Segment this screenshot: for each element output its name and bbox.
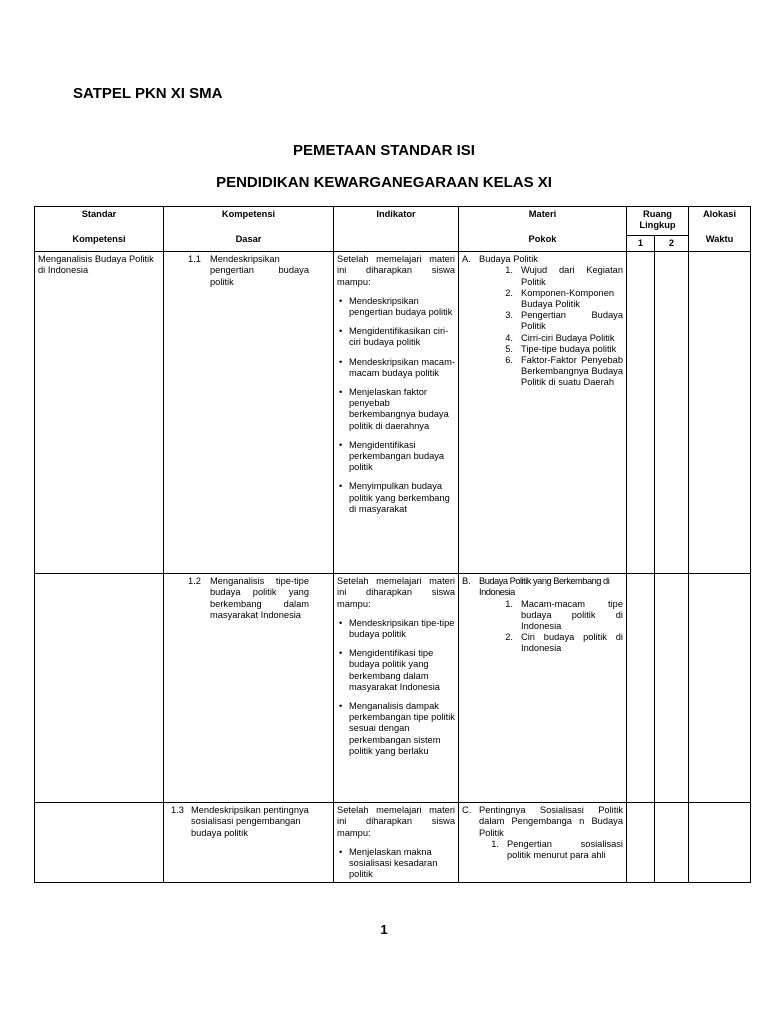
- header-ruang-2: 2: [655, 236, 689, 252]
- list-item: • Menjelaskan makna sosialisasi kesadaran politik: [337, 847, 455, 881]
- list-item: 5. Tipe-tipe budaya politik: [505, 343, 617, 354]
- indikator-cell: Setelah memelajari materi ini diharapkan siswa mampu: • Menjelaskan makna sosialisasi kesadaran politik: [334, 803, 459, 883]
- standar-cell: [35, 574, 164, 803]
- list-item: • Mengidentifikasikan ciri-ciri budaya politik: [337, 326, 455, 348]
- list-item: 1. Wujud dari Kegiatan Politik: [505, 265, 623, 287]
- ruang-1-cell: [627, 803, 655, 883]
- standar-cell: [35, 803, 164, 883]
- list-item: 1. Pengertian sosialisasi politik menurut para ahli: [491, 838, 623, 861]
- ruang-1-cell: [627, 574, 655, 803]
- header-alokasi: Alokasi Waktu: [689, 207, 751, 252]
- content-table: [34, 206, 751, 883]
- list-item: • Menyimpulkan budaya politik yang berkembang di masyarakat: [337, 481, 455, 515]
- list-item: • Mendeskripsikan tipe-tipe budaya politik: [337, 618, 455, 640]
- list-item: • Mengidentifikasi tipe budaya politik yang berkembang dalam masyarakat Indonesia: [337, 648, 455, 693]
- alokasi-cell: [689, 252, 751, 574]
- kd-cell: 1.1 Mendeskripsikan pengertian budaya politik: [164, 252, 334, 574]
- sub-heading: PENDIDIKAN KEWARGANEGARAAN KELAS XI: [216, 174, 552, 191]
- indikator-cell: Setelah memelajari materi ini diharapkan siswa mampu: • Mendeskripsikan tipe-tipe budaya politik • Mengidentifikasi tipe budaya politik yang berkembang dalam masyarakat Indonesia • Menganalisis dampak perkembangan tipe politik sesuai dengan perkembangan sistem politik yang berlaku: [334, 574, 459, 803]
- ruang-2-cell: [655, 252, 689, 574]
- list-item: • Mengidentifikasi perkembangan budaya politik: [337, 440, 455, 474]
- list-item: 3. Pengertian Budaya Politik: [505, 310, 623, 332]
- main-heading: PEMETAAN STANDAR ISI: [293, 142, 475, 159]
- materi-cell: C. Pentingnya Sosialisasi Politik dalam Pengembanga n Budaya Politik 1. Pengertian sosialisasi politik menurut para ahli: [459, 803, 627, 883]
- header-ruang-1: 1: [627, 236, 655, 252]
- list-item: 4. Cirri-ciri Budaya Politik: [505, 332, 615, 343]
- alokasi-cell: [689, 803, 751, 883]
- list-item: • Mendeskripsikan pengertian budaya politik: [337, 296, 455, 318]
- table-row: [35, 574, 751, 803]
- ruang-2-cell: [655, 574, 689, 803]
- document-title: SATPEL PKN XI SMA: [73, 85, 223, 102]
- table-row: [35, 803, 751, 883]
- header-ruang-lingkup: Ruang Lingkup: [627, 207, 689, 236]
- list-item: • Menganalisis dampak perkembangan tipe politik sesuai dengan perkembangan sistem politik yang berlaku: [337, 701, 455, 757]
- table-row: [35, 252, 751, 574]
- kd-cell: 1.2 Menganalisis tipe-tipe budaya politik yang berkembang dalam masyarakat Indonesia: [164, 574, 334, 803]
- kd-cell: 1.3 Mendeskripsikan pentingnya sosialisasi pengembangan budaya politik: [164, 803, 334, 883]
- page-number: 1: [380, 922, 388, 937]
- alokasi-cell: [689, 574, 751, 803]
- materi-cell: A. Budaya Politik 1. Wujud dari Kegiatan Politik 2. Komponen-Komponen Budaya Politik 3. Pengertian Budaya Politik 4. Cirri-ciri Budaya Politik 5. Tipe-tipe budaya politik 6. Faktor-Faktor Penyebab Berkembangnya Budaya Politik di suatu Daerah: [459, 252, 627, 574]
- header-kompetensi: Kompetensi Dasar: [164, 207, 334, 252]
- list-item: • Menjelaskan faktor penyebab berkembangnya budaya politik di daerahnya: [337, 387, 455, 432]
- list-item: 6. Faktor-Faktor Penyebab Berkembangnya Budaya Politik di suatu Daerah: [505, 355, 623, 388]
- header-standar: Standar Kompetensi: [35, 207, 164, 252]
- list-item: 1. Macam-macam tipe budaya politik di Indonesia: [505, 598, 623, 632]
- materi-cell: B. Budaya Politik yang Berkembang di Indonesia 1. Macam-macam tipe budaya politik di Indonesia 2. Ciri budaya politik di Indonesia: [459, 574, 627, 803]
- list-item: • Mendeskripsikan macam-macam budaya politik: [337, 357, 455, 379]
- ruang-1-cell: [627, 252, 655, 574]
- header-row: [35, 207, 751, 236]
- indikator-cell: Setelah memelajari materi ini diharapkan siswa mampu: • Mendeskripsikan pengertian budaya politik • Mengidentifikasikan ciri-ciri budaya politik • Mendeskripsikan macam-macam budaya politik • Menjelaskan faktor penyebab berkembangnya budaya politik di daerahnya • Mengidentifikasi perkembangan budaya politik • Menyimpulkan budaya politik yang berkembang di masyarakat: [334, 252, 459, 574]
- standar-cell: Menganalisis Budaya Politik di Indonesia: [35, 252, 164, 574]
- ruang-2-cell: [655, 803, 689, 883]
- header-indikator: Indikator: [334, 207, 459, 252]
- header-materi: Materi Pokok: [459, 207, 627, 252]
- list-item: 2. Ciri budaya politik di Indonesia: [505, 632, 623, 654]
- list-item: 2. Komponen-Komponen Budaya Politik: [505, 287, 615, 310]
